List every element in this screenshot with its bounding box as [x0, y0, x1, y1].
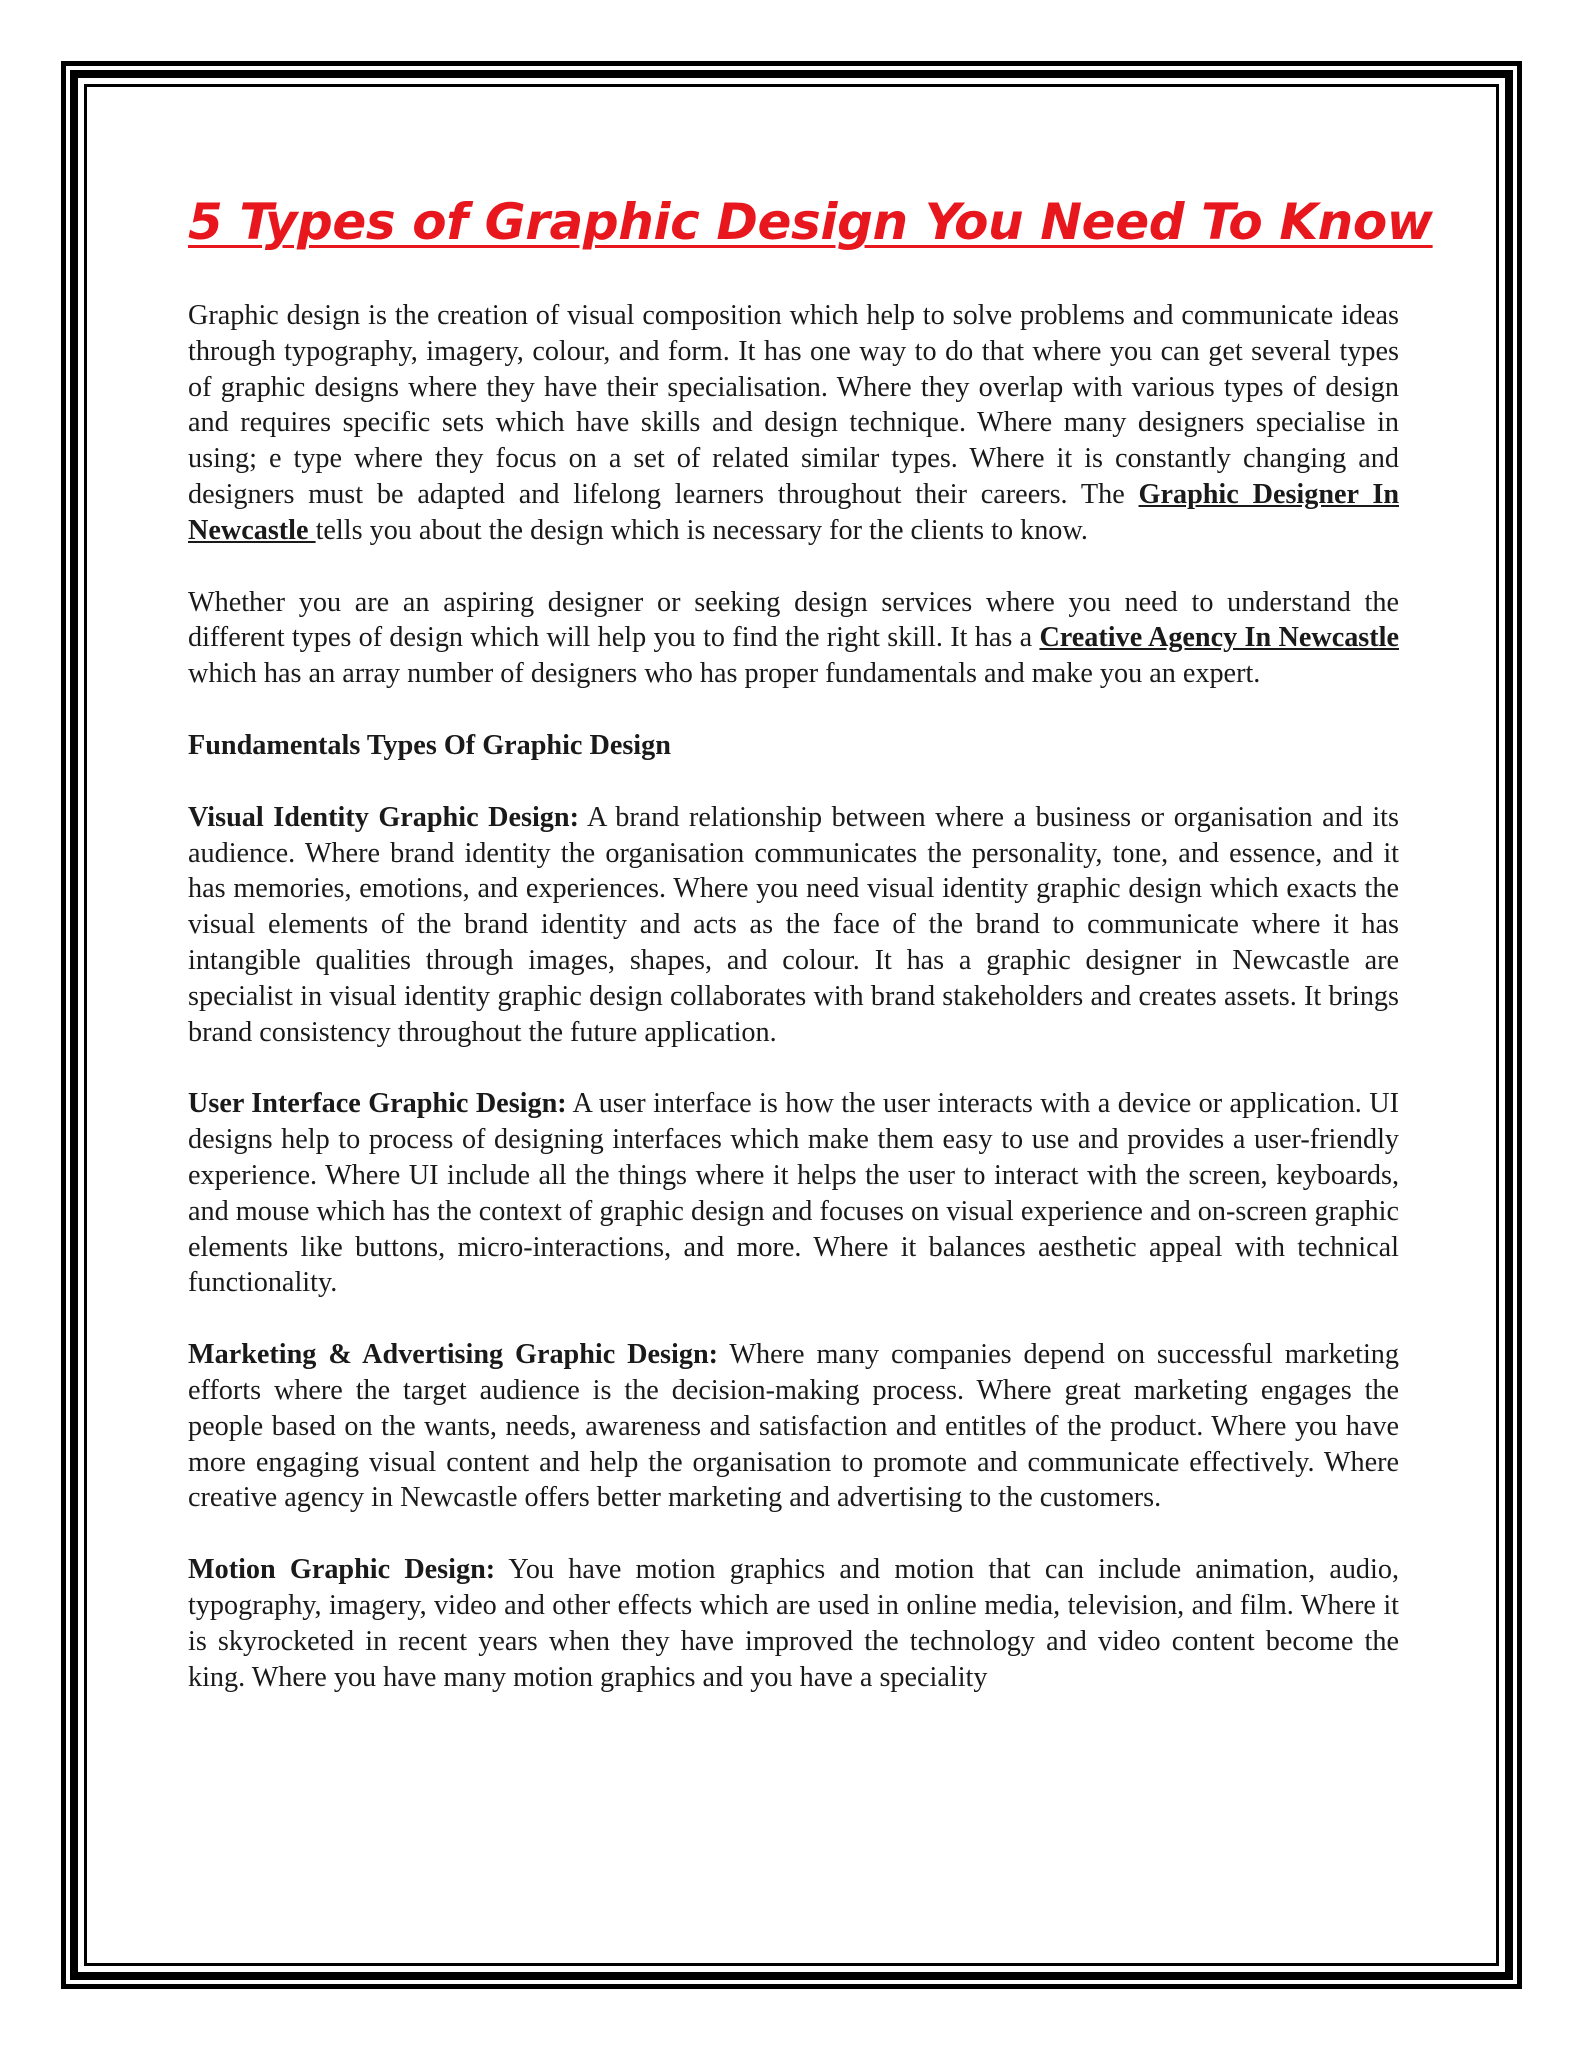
- visual-identity-label: Visual Identity Graphic Design:: [188, 801, 579, 833]
- page-title: 5 Types of Graphic Design You Need To Know: [188, 193, 1433, 251]
- intro-paragraph: [188, 298, 1399, 549]
- user-interface-paragraph: [188, 1086, 1399, 1301]
- creative-agency-newcastle-link[interactable]: Creative Agency In Newcastle: [1039, 622, 1399, 654]
- intro-text-before-link: Graphic design is the creation of visual composition which help to solve problems and communicate ideas through typography, imagery, colour, and form. It has one way to do that where you can get several types of graphic designs where they have their specialisation. Where they overlap with various types of design and requires specific sets which have skills and design technique. Where many designers specialise in using; e type where they focus on a set of related similar types. Where it is constantly changing and designers must be adapted and lifelong learners throughout their careers. The: [188, 300, 1399, 510]
- visual-identity-paragraph: [188, 800, 1399, 1051]
- graphic-designer-newcastle-link[interactable]: Graphic Designer In Newcastle: [188, 478, 1399, 546]
- intro-text-after-link: tells you about the design which is necessary for the clients to know.: [315, 514, 1088, 546]
- user-interface-label: User Interface Graphic Design:: [188, 1088, 567, 1120]
- motion-graphic-paragraph: [188, 1552, 1399, 1695]
- marketing-advertising-label: Marketing & Advertising Graphic Design:: [188, 1339, 719, 1371]
- user-interface-body: A user interface is how the user interacts with a device or application. UI designs help to process of designing interfaces which make them easy to use and provides a user-friendly experience. Where UI include all the things where it helps the user to interact with the screen, keyboards, and mouse which has the context of graphic design and focuses on visual experience and on-screen graphic elements like buttons, micro-interactions, and more. Where it balances aesthetic appeal with technical functionality.: [188, 1088, 1399, 1299]
- document-body: [188, 192, 1433, 1731]
- visual-identity-body: A brand relationship between where a business or organisation and its audience. Where brand identity the organisation communicates the personality, tone, and essence, and it has memories, emotions, and experiences. Where you need visual identity graphic design which exacts the visual elements of the brand identity and acts as the face of the brand to communicate where it has intangible qualities through images, shapes, and colour. It has a graphic designer in Newcastle are specialist in visual identity graphic design collaborates with brand stakeholders and creates assets. It brings brand consistency throughout the future application.: [188, 801, 1399, 1048]
- second-paragraph: [188, 585, 1399, 692]
- marketing-advertising-body: Where many companies depend on successful marketing efforts where the target audience is the decision-making process. Where great marketing engages the people based on the wants, needs, awareness and satisfaction and entitles of the product. Where you have more engaging visual content and help the organisation to promote and communicate effectively. Where creative agency in Newcastle offers better marketing and advertising to the customers.: [188, 1339, 1399, 1514]
- motion-graphic-label: Motion Graphic Design:: [188, 1554, 496, 1586]
- motion-graphic-body: You have motion graphics and motion that can include animation, audio, typography, imagery, video and other effects which are used in online media, television, and film. Where it is skyrocketed in recent years when they have improved the technology and video content become the king. Where you have many motion graphics and you have a speciality: [188, 1554, 1399, 1693]
- section-heading: Fundamentals Types Of Graphic Design: [188, 729, 671, 761]
- second-text-after-link: which has an array number of designers who has proper fundamentals and make you an expert.: [188, 658, 1261, 690]
- second-text-before-link: Whether you are an aspiring designer or seeking design services where you need to understand the different types of design which will help you to find the right skill. It has a: [188, 586, 1399, 654]
- marketing-advertising-paragraph: [188, 1337, 1399, 1516]
